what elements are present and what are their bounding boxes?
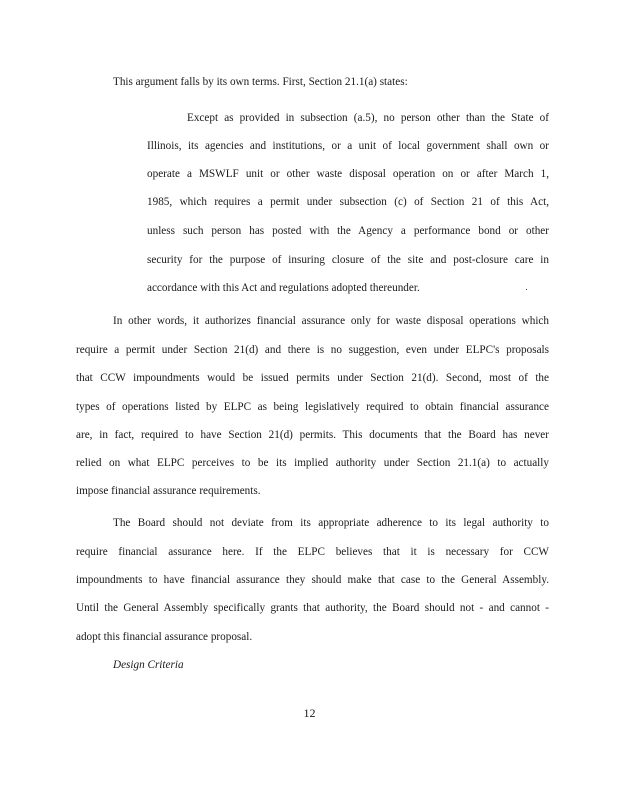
page-number: 12: [303, 706, 316, 720]
para1-line: relied on what ELPC perceives to be its implied authority under Section 21.1(a) to actually: [76, 457, 549, 469]
quote-line: unless such person has posted with the Agency a performance bond or other: [147, 225, 549, 237]
quote-line: accordance with this Act and regulations adopted thereunder.: [147, 282, 420, 294]
para2-line: impoundments to have financial assurance they should make that case to the General Assembly.: [76, 574, 549, 586]
intro-line: This argument falls by its own terms. First, Section 21.1(a) states:: [113, 76, 408, 88]
para1-line: are, in fact, required to have Section 21(d) permits. This documents that the Board has never: [76, 429, 549, 441]
para1-line: that CCW impoundments would be issued permits under Section 21(d). Second, most of the: [76, 372, 549, 384]
quote-line: 1985, which requires a permit under subsection (c) of Section 21 of this Act,: [147, 196, 549, 208]
para1-line: impose financial assurance requirements.: [76, 485, 261, 497]
para2-line: adopt this financial assurance proposal.: [76, 631, 253, 643]
para1-line: types of operations listed by ELPC as being legislatively required to obtain financial assurance: [76, 401, 549, 413]
quote-line: Except as provided in subsection (a.5), no person other than the State of: [187, 112, 549, 124]
para2-line: require financial assurance here. If the ELPC believes that it is necessary for CCW: [76, 546, 549, 558]
quote-line: Illinois, its agencies and institutions, or a unit of local government shall own or: [147, 140, 549, 152]
scan-speck: [526, 289, 527, 290]
para1-line: require a permit under Section 21(d) and there is no suggestion, even under ELPC's proposals: [76, 344, 549, 356]
para2-line: The Board should not deviate from its appropriate adherence to its legal authority to: [113, 517, 549, 529]
para2-line: Until the General Assembly specifically grants that authority, the Board should not - and cannot -: [76, 602, 549, 614]
para1-line: In other words, it authorizes financial assurance only for waste disposal operations which: [113, 315, 549, 327]
quote-line: operate a MSWLF unit or other waste disposal operation on or after March 1,: [147, 168, 549, 180]
section-heading: Design Criteria: [113, 659, 184, 671]
quote-line: security for the purpose of insuring closure of the site and post-closure care in: [147, 254, 549, 266]
